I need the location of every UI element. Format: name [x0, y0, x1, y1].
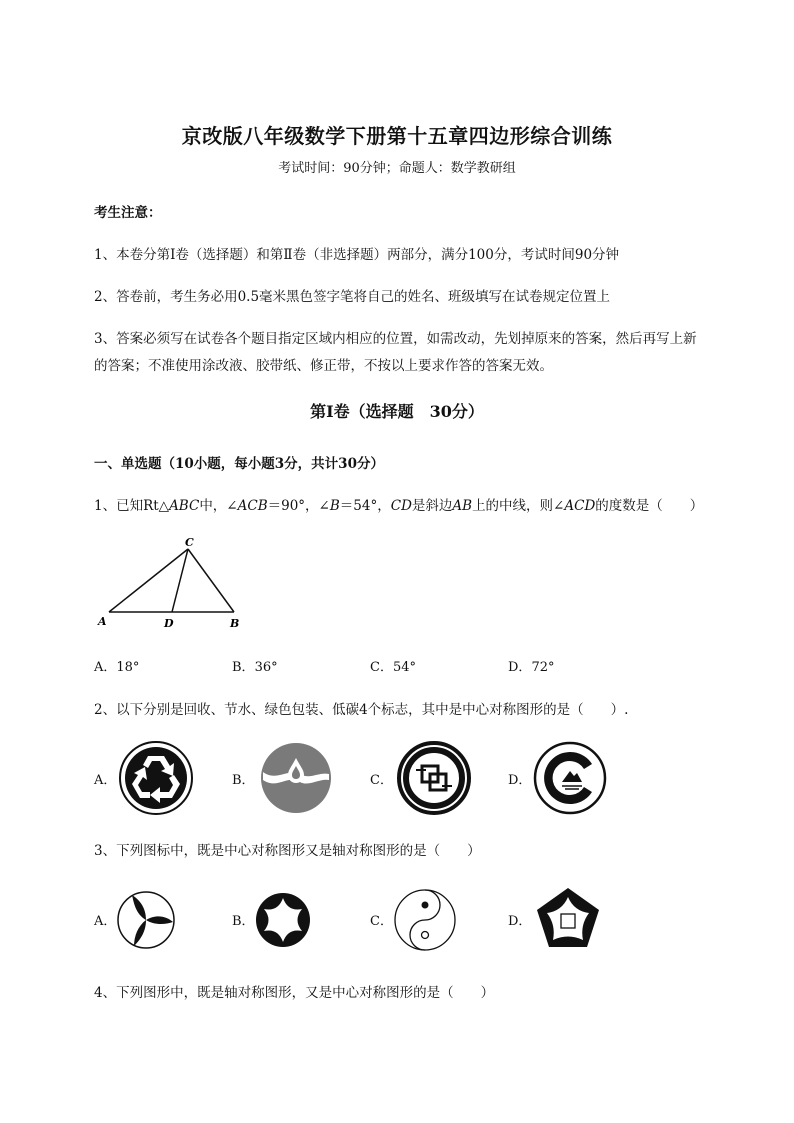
side-bc — [188, 549, 234, 612]
q3-option-c-label[interactable]: C． — [370, 914, 393, 929]
yin-yang-icon — [393, 888, 457, 952]
water-drop-icon — [258, 740, 334, 816]
q1-var-b: B — [329, 498, 340, 514]
green-package-icon — [396, 740, 472, 816]
three-blade-icon — [116, 890, 176, 950]
q1-option-c-label: C． — [370, 660, 393, 675]
q1-text-a: 1、已知Rt△ — [94, 498, 170, 514]
q1-option-d-value: 72° — [531, 660, 555, 675]
q1-option-b-label: B． — [232, 660, 255, 675]
q1-var-acb: ACB — [237, 498, 268, 514]
notice-item-1: 1、本卷分第I卷（选择题）和第Ⅱ卷（非选择题）两部分，满分100分，考试时间90分钟 — [94, 247, 620, 263]
q1-text-e: 是斜边 — [411, 498, 453, 514]
q2-option-a-label[interactable]: A． — [94, 773, 117, 788]
q1-option-d-label: D． — [508, 660, 532, 675]
question-2-text: 2、以下分别是回收、节水、绿色包装、低碳4个标志，其中是中心对称图形的是（ ）. — [94, 702, 629, 718]
q1-text-c: ＝90°，∠ — [267, 498, 330, 514]
question-4-text: 4、下列图形中，既是轴对称图形，又是中心对称图形的是（ ） — [94, 985, 495, 1001]
q1-text-d: ＝54°， — [339, 498, 391, 514]
q1-option-c[interactable] — [370, 656, 416, 675]
notice-heading: 考生注意： — [94, 205, 162, 221]
triangle-figure — [94, 535, 254, 630]
q1-option-c-value: 54° — [392, 660, 416, 675]
q1-option-b-value: 36° — [254, 660, 278, 675]
section-title: 第I卷（选择题 30分） — [310, 402, 484, 421]
q2-option-d-label[interactable]: D． — [508, 773, 532, 788]
q3-option-b-label[interactable]: B． — [232, 914, 255, 929]
side-ac — [109, 549, 188, 612]
q1-var-cd: CD — [390, 498, 412, 514]
part-heading: 一、单选题（10小题，每小题3分，共计30分） — [94, 456, 384, 472]
q1-option-a[interactable] — [94, 656, 139, 675]
recycle-icon — [118, 740, 194, 816]
page-title: 京改版八年级数学下册第十五章四边形综合训练 — [181, 124, 613, 148]
notice-item-3-continued: 的答案；不准使用涂改液、胶带纸、修正带，不按以上要求作答的答案无效。 — [94, 358, 553, 374]
q3-option-a-label[interactable]: A． — [94, 914, 117, 929]
exam-info: 考试时间：90分钟；命题人：数学教研组 — [278, 161, 516, 176]
q1-var-ab: AB — [452, 498, 473, 514]
q1-option-b[interactable] — [232, 656, 278, 675]
notice-item-3: 3、答案必须写在试卷各个题目指定区域内相应的位置，如需改动，先划掉原来的答案，然后再写上新 — [94, 331, 697, 347]
q1-var-acd: ACD — [564, 498, 596, 514]
pentagon-square-icon — [534, 885, 602, 951]
q1-text-g: 的度数是（ ） — [595, 498, 704, 514]
q2-option-b-label[interactable]: B． — [232, 773, 255, 788]
vertex-label-a: A — [98, 615, 107, 628]
question-3-text: 3、下列图标中，既是中心对称图形又是轴对称图形的是（ ） — [94, 843, 481, 859]
vertex-label-c: C — [185, 536, 194, 549]
question-1-text — [94, 494, 703, 514]
q1-text-f: 上的中线，则∠ — [472, 498, 565, 514]
q3-option-d-label[interactable]: D． — [508, 914, 532, 929]
q1-option-a-label: A． — [94, 660, 117, 675]
vertex-label-d: D — [164, 617, 174, 630]
q1-text-b: 中，∠ — [199, 498, 238, 514]
q1-var-abc: ABC — [169, 498, 200, 514]
vertex-label-b: B — [230, 617, 240, 630]
low-carbon-icon — [532, 740, 608, 816]
hexagram-circle-icon — [253, 890, 313, 950]
q1-option-a-value: 18° — [116, 660, 140, 675]
median-cd — [172, 549, 188, 612]
notice-item-2: 2、答卷前，考生务必用0.5毫米黑色签字笔将自己的姓名、班级填写在试卷规定位置上 — [94, 289, 611, 305]
q1-option-d[interactable] — [508, 656, 554, 675]
q2-option-c-label[interactable]: C． — [370, 773, 393, 788]
